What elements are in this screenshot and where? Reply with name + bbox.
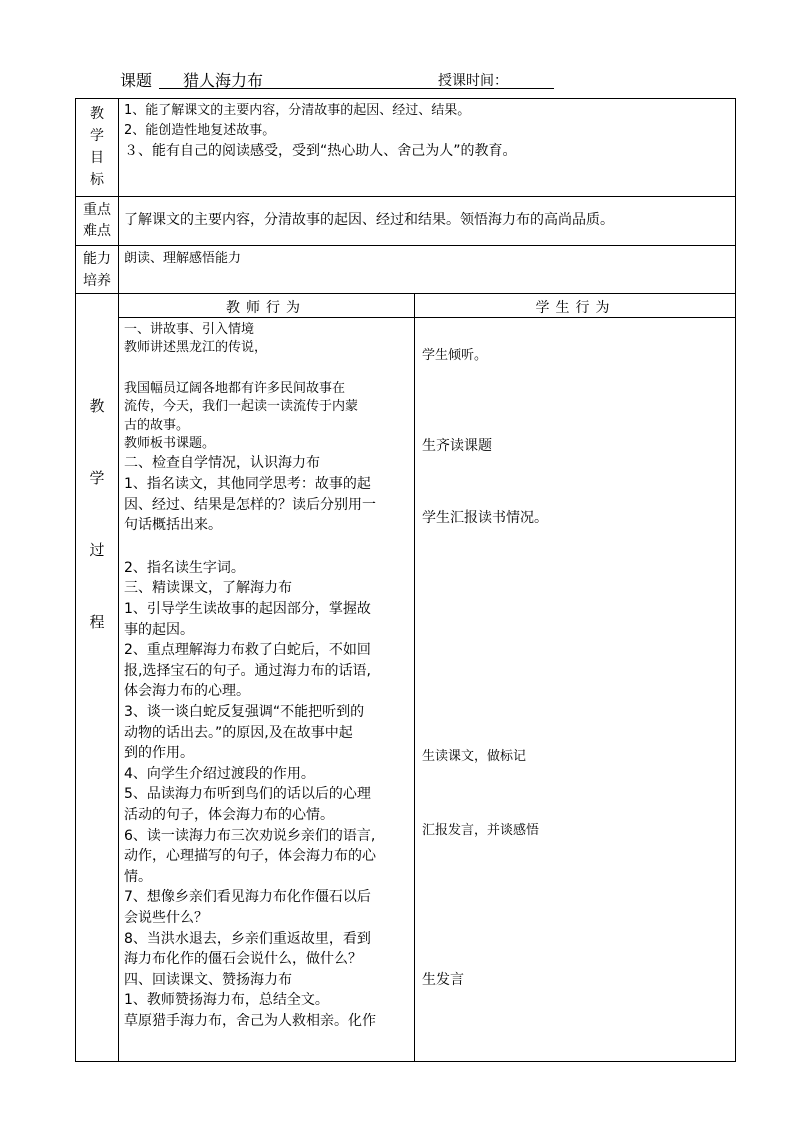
teacher-line: 6、读一读海力布三次劝说乡亲们的语言, [124, 827, 376, 844]
teacher-line: 动物的话出去。”的原因,及在故事中起 [124, 724, 353, 741]
goals-label [76, 103, 118, 191]
goals-label-char: 标 [90, 172, 104, 188]
process-label-char: 程 [89, 613, 105, 631]
ability-label-line: 能力 [83, 251, 111, 267]
teacher-actions [124, 321, 414, 1031]
teacher-line: 5、品读海力布听到鸟们的话以后的心理 [124, 786, 371, 803]
goal-item: ３、能有自己的阅读感受，受到“热心助人、舍己为人”的教育。 [124, 143, 517, 159]
teacher-line: 1、教师赞扬海力布，总结全文。 [124, 992, 329, 1009]
goals-label-char: 目 [90, 150, 104, 166]
goals-label-char: 教 [90, 106, 104, 122]
teacher-line-spacer [124, 358, 414, 380]
col-divider-teacher-student [414, 293, 415, 1061]
goals-label-char: 学 [90, 128, 104, 144]
teacher-line: 活动的句子，体会海力布的心情。 [124, 806, 334, 823]
teacher-line: 7、想像乡亲们看见海力布化作僵石以后 [124, 889, 371, 906]
student-action: 汇报发言，并谈感悟 [422, 823, 540, 838]
process-label-char: 学 [89, 469, 105, 487]
teacher-line: 二、检查自学情况，认识海力布 [124, 455, 320, 472]
student-action: 学生汇报读书情况。 [422, 510, 548, 526]
teacher-line: 体会海力布的心理。 [124, 683, 250, 700]
topic-title: 猎人海力布 [183, 71, 264, 90]
teacher-line: 古的故事。 [124, 417, 190, 433]
teacher-line: 海力布化作的僵石会说什么，做什么？ [124, 951, 362, 968]
teacher-line: 一、讲故事、引入情境 [124, 322, 255, 337]
ability-label [76, 248, 118, 292]
teacher-line: 草原猎手海力布，舍己为人救相亲。化作 [124, 1012, 376, 1029]
teacher-line: 1、指名读文，其他同学思考：故事的起 [124, 476, 371, 493]
teacher-line: 到的作用。 [124, 745, 194, 762]
teacher-column-heading: 教师行为 [226, 300, 306, 316]
goal-item: 2、能创造性地复述故事。 [124, 123, 276, 138]
teacher-line: 三、精读课文，了解海力布 [124, 580, 292, 597]
teacher-line: 句话概括出来。 [124, 517, 222, 534]
teacher-line: 动作，心理描写的句子，体会海力布的心 [124, 848, 376, 865]
ability-label-line: 培养 [83, 273, 111, 289]
teacher-line: 流传，今天，我们一起读一读流传于内蒙 [124, 399, 359, 415]
row-divider-process-head [118, 317, 735, 318]
goals-list [124, 101, 517, 161]
teacher-line: 1、引导学生读故事的起因部分，掌握故 [124, 601, 371, 617]
teacher-line: 会说些什么？ [124, 909, 208, 926]
keypoints-label-line: 重点 [83, 202, 111, 218]
col-divider-label [118, 99, 119, 1061]
teacher-line: 我国幅员辽阔各地都有许多民间故事在 [124, 380, 346, 396]
keypoints-label-line: 难点 [83, 223, 111, 239]
teacher-line: 事的起因。 [124, 621, 194, 638]
teacher-line-spacer [124, 536, 414, 558]
teacher-line: 教师讲述黑龙江的传说， [124, 340, 268, 356]
student-action: 生齐读课题 [422, 438, 492, 454]
student-column-heading: 学生行为 [535, 300, 616, 316]
teacher-line: 四、回读课文、赞扬海力布 [124, 971, 292, 988]
row-divider-goals [76, 196, 735, 197]
row-divider-keypoints [76, 245, 735, 246]
lesson-plan-table [75, 98, 736, 1062]
teacher-line: 报,选择宝石的句子。通过海力布的话语, [124, 662, 371, 679]
teacher-line: 4、向学生介绍过渡段的作用。 [124, 765, 315, 782]
keypoints-text: 了解课文的主要内容，分清故事的起因、经过和结果。领悟海力布的高尚品质。 [124, 212, 614, 228]
goal-item: 1、能了解课文的主要内容，分清故事的起因、经过、结果。 [124, 103, 471, 118]
teacher-line: 3、谈一谈白蛇反复强调“不能把听到的 [124, 703, 365, 720]
topic-label: 课题 [120, 71, 153, 90]
lesson-time-label: 授课时间： [438, 73, 508, 89]
teacher-line: 2、重点理解海力布救了白蛇后，不如回 [124, 642, 371, 659]
student-action: 生发言 [422, 972, 464, 988]
keypoints-label [76, 200, 118, 242]
teacher-line: 8、当洪水退去，乡亲们重返故里，看到 [124, 930, 371, 947]
student-action: 生读课文，做标记 [422, 749, 527, 764]
teacher-line: 情。 [124, 868, 152, 885]
process-label-char: 教 [89, 397, 105, 415]
process-label-char: 过 [89, 541, 105, 559]
row-divider-ability [76, 293, 735, 294]
teacher-line: 2、指名读生字词。 [124, 559, 245, 576]
teacher-line: 因、经过、结果是怎样的？读后分别用一 [124, 496, 376, 513]
teacher-line: 教师板书课题。 [124, 436, 216, 452]
student-action: 学生倾听。 [422, 348, 488, 363]
ability-text: 朗读、理解感悟能力 [124, 251, 242, 266]
